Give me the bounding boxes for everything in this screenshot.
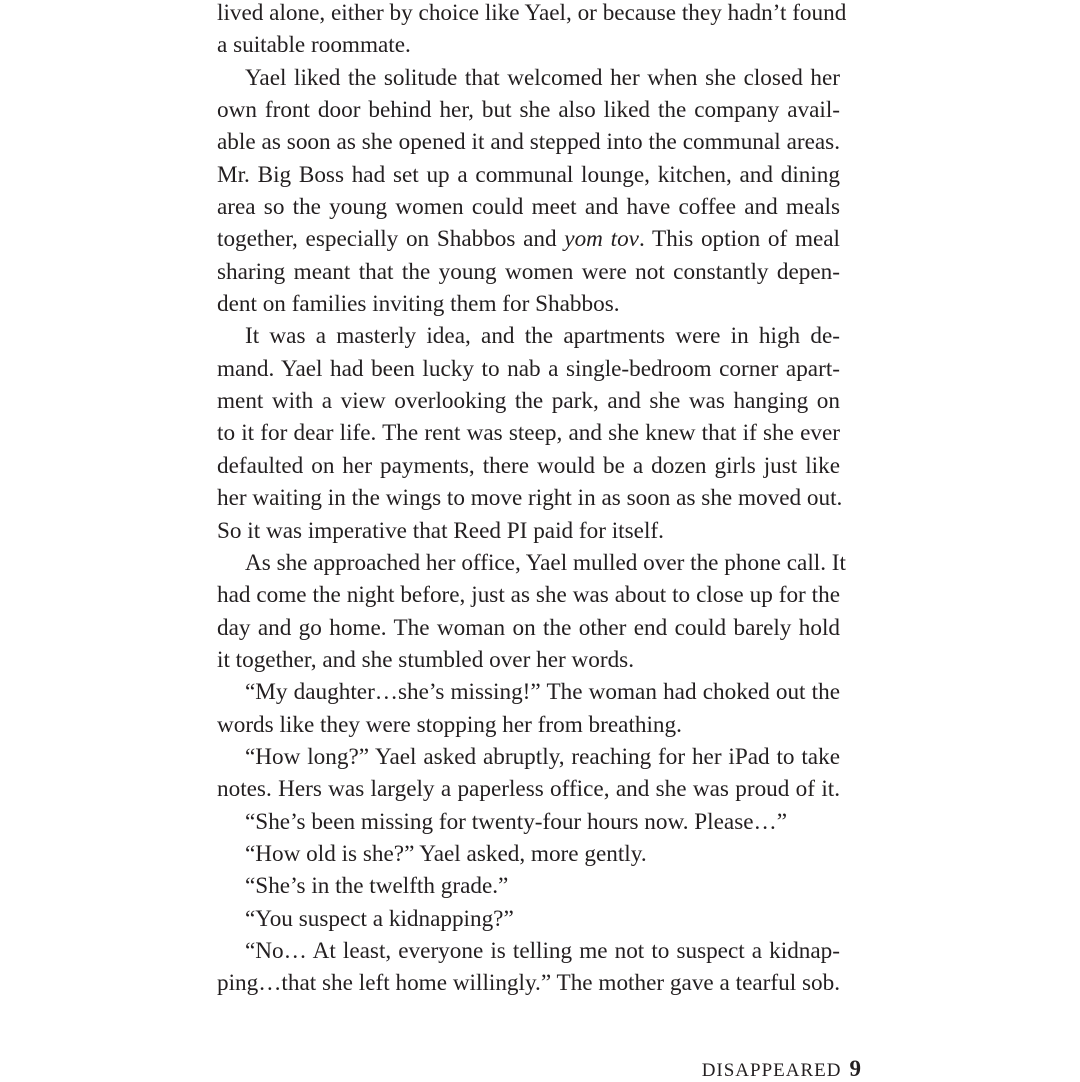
- text-line: day and go home. The woman on the other end could barely hold: [217, 614, 840, 641]
- text-line: her waiting in the wings to move right in as soon as she moved out.: [217, 485, 843, 512]
- text-line: “How long?” Yael asked abruptly, reaching for her iPad to take: [245, 743, 840, 770]
- text-line: As she approached her office, Yael mulled over the phone call. It: [245, 549, 846, 576]
- text-segment: . This option of meal: [638, 226, 841, 253]
- text-line: “You suspect a kidnapping?”: [245, 905, 514, 932]
- text-line: words like they were stopping her from breathing.: [217, 711, 682, 738]
- text-line: ping…that she left home willingly.” The mother gave a tearful sob.: [217, 970, 840, 997]
- text-segment: together, especially on Shabbos and: [217, 226, 565, 253]
- text-line: mand. Yael had been lucky to nab a single-bedroom corner apart-: [217, 355, 840, 382]
- text-line: lived alone, either by choice like Yael, or because they hadn’t found: [217, 0, 847, 26]
- book-title: DISAPPEARED: [701, 1060, 842, 1081]
- text-line: Mr. Big Boss had set up a communal lounge, kitchen, and dining: [217, 161, 840, 188]
- text-line: had come the night before, just as she was about to close up for the: [217, 582, 840, 609]
- text-line: “She’s been missing for twenty-four hours now. Please…”: [245, 808, 788, 835]
- page-number: 9: [849, 1056, 861, 1081]
- text-line: defaulted on her payments, there would be a dozen girls just like: [217, 452, 840, 479]
- text-line: “My daughter…she’s missing!” The woman had choked out the: [245, 679, 840, 706]
- text-line: So it was imperative that Reed PI paid for itself.: [217, 517, 664, 544]
- text-line: [217, 223, 840, 255]
- italic-text: yom tov: [564, 226, 639, 253]
- text-line: sharing meant that the young women were not constantly depen-: [217, 258, 840, 285]
- text-line: area so the young women could meet and have coffee and meals: [217, 194, 840, 221]
- text-line: “How old is she?” Yael asked, more gently.: [245, 840, 647, 867]
- text-line: able as soon as she opened it and stepped into the communal areas.: [217, 129, 840, 156]
- running-footer: [702, 1056, 861, 1082]
- text-line: ment with a view overlooking the park, and she was hanging on: [217, 388, 840, 415]
- text-line: “No… At least, everyone is telling me not to suspect a kidnap-: [245, 937, 840, 964]
- text-line: Yael liked the solitude that welcomed her when she closed her: [245, 64, 840, 91]
- text-line: to it for dear life. The rent was steep, and she knew that if she ever: [217, 420, 840, 447]
- text-line: notes. Hers was largely a paperless office, and she was proud of it.: [217, 776, 840, 803]
- text-line: own front door behind her, but she also liked the company avail-: [217, 97, 840, 124]
- body-text: [217, 0, 847, 1000]
- text-line: “She’s in the twelfth grade.”: [245, 873, 509, 900]
- text-line: dent on families inviting them for Shabbos.: [217, 291, 620, 318]
- text-line: a suitable roommate.: [217, 32, 411, 59]
- text-line: it together, and she stumbled over her words.: [217, 646, 634, 673]
- text-line: It was a masterly idea, and the apartments were in high de-: [245, 323, 840, 350]
